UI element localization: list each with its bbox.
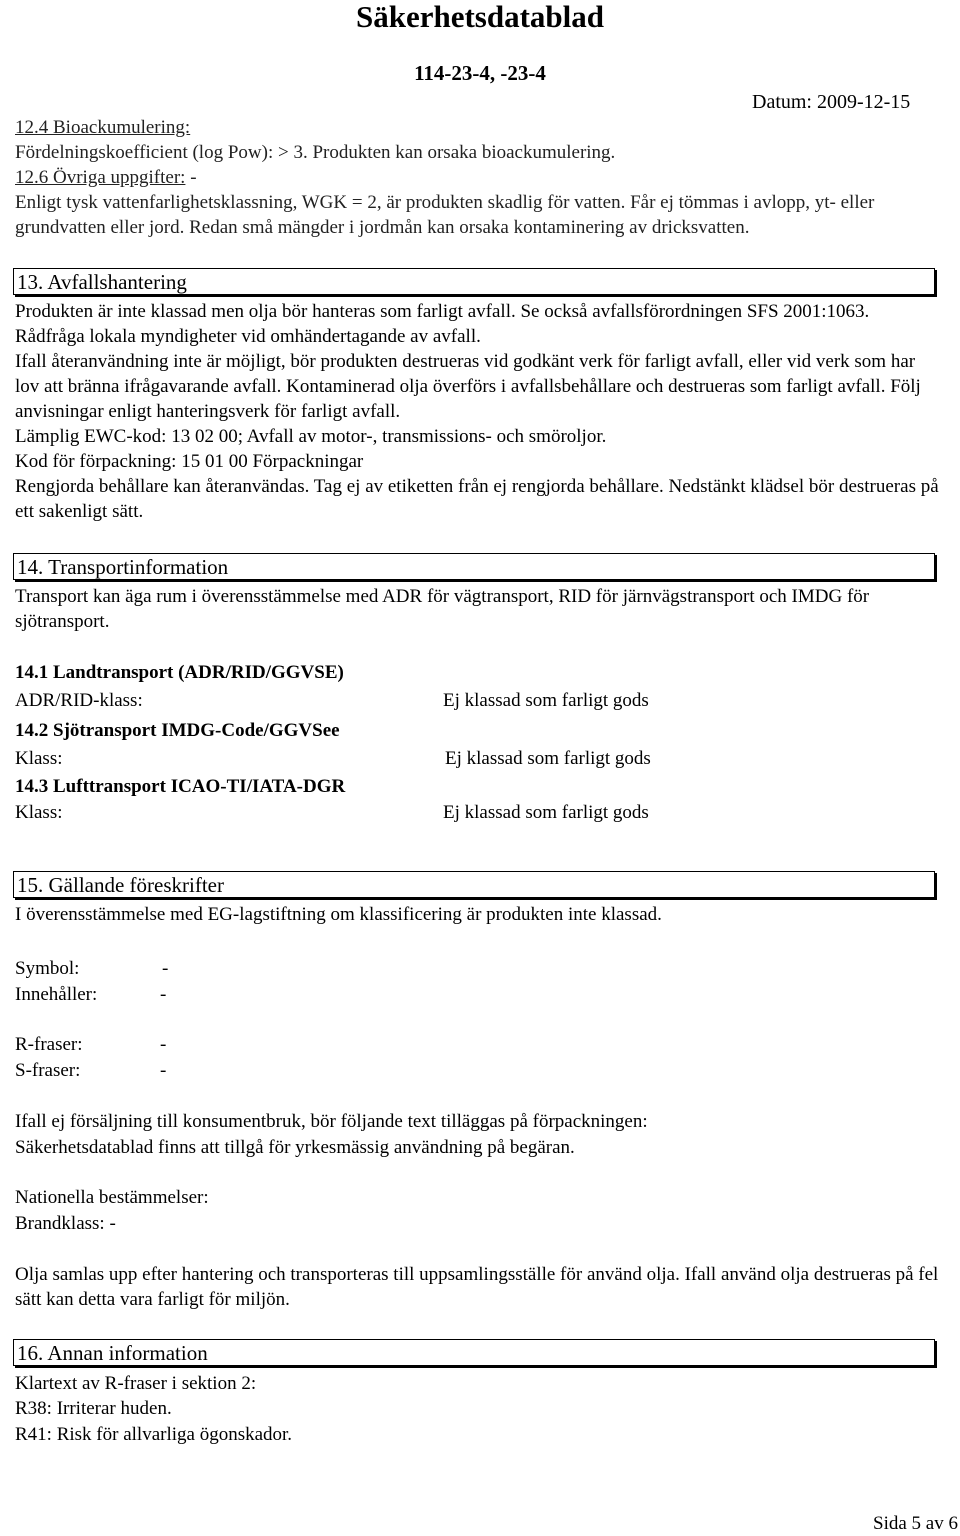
page-number: Sida 5 av 6 [873, 1513, 958, 1534]
sea-transport-label: Klass: [15, 748, 63, 769]
land-transport-row [15, 688, 715, 713]
transport-intro: Transport kan äga rum i överensstämmelse med ADR för vägtransport, RID för järnvägstransport och IMDG för sjötransport. [15, 586, 870, 632]
section-15-heading: 15. Gällande föreskrifter [13, 871, 935, 898]
s-phrases-value: - [160, 1060, 167, 1081]
sea-transport-row [15, 746, 715, 771]
air-transport-label: Klass: [15, 802, 63, 823]
r38-text: R38: Irriterar huden. [15, 1398, 172, 1419]
air-transport-value: Ej klassad som farligt gods [443, 802, 649, 823]
fire-class: Brandklass: - [15, 1213, 116, 1234]
r41-text: R41: Risk för allvarliga ögonskador. [15, 1424, 293, 1445]
r-phrases-value: - [160, 1034, 167, 1055]
consumer-text-1: Ifall ej försäljning till konsumentbruk, bör följande text tilläggas på förpackningen: [15, 1111, 648, 1132]
section-13-heading: 13. Avfallshantering [13, 268, 935, 295]
r-phrases-label: R-fraser: [15, 1034, 83, 1055]
document-date: Datum: 2009-12-15 [752, 91, 911, 113]
document-title: Säkerhetsdatablad [355, 0, 605, 34]
consumer-text-2: Säkerhetsdatablad finns att tillgå för yrkesmässig användning på begäran. [15, 1137, 575, 1158]
packaging-code: Kod för förpackning: 15 01 00 Förpackningar [15, 451, 364, 472]
land-transport-label: ADR/RID-klass: [15, 690, 143, 711]
document-id: 114-23-4, -23-4 [414, 61, 546, 85]
sea-transport-heading: 14.2 Sjötransport IMDG-Code/GGVSee [15, 720, 340, 741]
s-phrases-label: S-fraser: [15, 1060, 81, 1081]
section-13-content [15, 299, 940, 524]
land-transport-heading: 14.1 Landtransport (ADR/RID/GGVSE) [15, 662, 344, 683]
symbol-label: Symbol: [15, 958, 80, 979]
other-info-dash: - [185, 167, 197, 188]
section-12-content [15, 115, 940, 240]
national-regulations-label: Nationella bestämmelser: [15, 1187, 209, 1208]
contains-value: - [160, 984, 167, 1005]
other-info-text: Enligt tysk vattenfarlighetsklassning, WGK = 2, är produkten skadlig för vatten. Får ej tömmas i avlopp, yt- eller grundvatten eller jord. Redan små mängder i jordmån kan orsaka kontaminering av dricksvatten. [15, 192, 875, 238]
section-14-heading: 14. Transportinformation [13, 553, 935, 580]
bioaccumulation-text: Fördelningskoefficient (log Pow): > 3. Produkten kan orsaka bioackumulering. [15, 142, 616, 163]
symbol-value: - [162, 958, 169, 979]
waste-paragraph-1: Produkten är inte klassad men olja bör hanteras som farligt avfall. Se också avfallsförordningen SFS 2001:1063. Rådfråga lokala myndigheter vid omhändertagande av avfall. [15, 301, 870, 347]
r-phrases-plaintext-label: Klartext av R-fraser i sektion 2: [15, 1373, 257, 1394]
ewc-code: Lämplig EWC-kod: 13 02 00; Avfall av motor-, transmissions- och smöroljor. [15, 426, 607, 447]
bioaccumulation-heading: 12.4 Bioackumulering: [15, 117, 191, 138]
air-transport-heading: 14.3 Lufttransport ICAO-TI/IATA-DGR [15, 776, 346, 797]
waste-paragraph-5: Rengjorda behållare kan återanvändas. Tag ej av etiketten från ej rengjorda behållare. Nedstänkt klädsel bör destrueras på ett sakenligt sätt. [15, 476, 939, 522]
oil-disposal-text: Olja samlas upp efter hantering och transporteras till uppsamlingsställe för använd olja. Ifall använd olja destrueras på fel sätt kan detta vara farligt för miljön. [15, 1264, 939, 1310]
section-16-heading: 16. Annan information [13, 1339, 935, 1366]
waste-paragraph-2: Ifall återanvändning inte är möjligt, bör produkten destrueras vid godkänt verk för farligt avfall, eller vid verk som har lov att bränna ifrågavarande avfall. Kontaminerad olja överförs i avfallsbehållare och destrueras som farligt avfall. Följ anvisningar enligt hanteringsverk för farligt avfall. [15, 351, 921, 422]
regulation-intro: I överensstämmelse med EG-lagstiftning om klassificering är produkten inte klassad. [15, 904, 662, 925]
air-transport-row [15, 800, 715, 825]
other-info-heading: 12.6 Övriga uppgifter: [15, 167, 186, 188]
contains-label: Innehåller: [15, 984, 98, 1005]
land-transport-value: Ej klassad som farligt gods [443, 690, 649, 711]
sea-transport-value: Ej klassad som farligt gods [445, 748, 651, 769]
